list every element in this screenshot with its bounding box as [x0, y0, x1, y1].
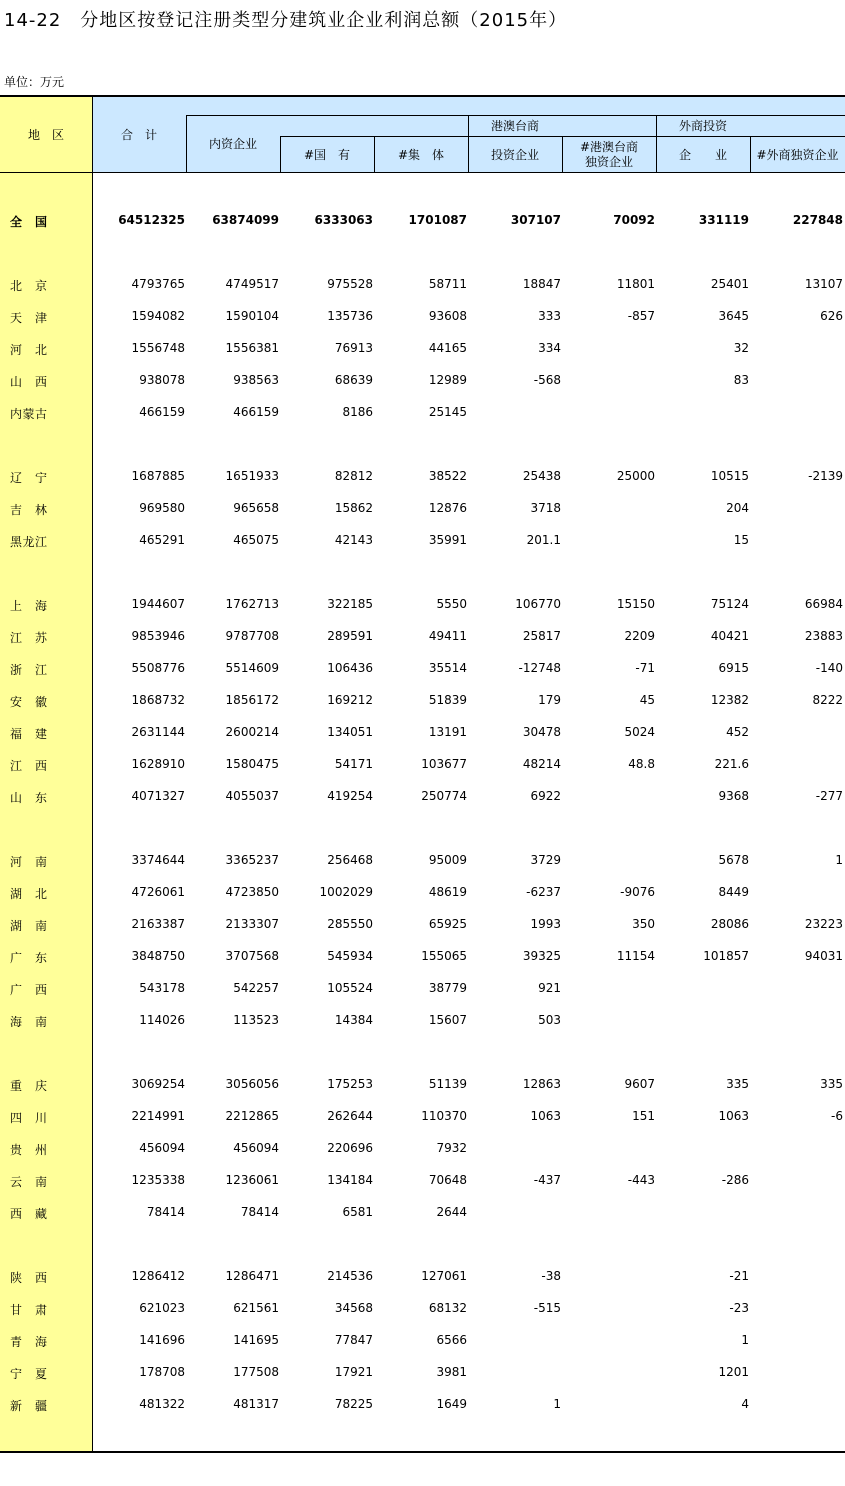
table-cell: 70648 [428, 1173, 467, 1187]
table-top-rule [0, 95, 845, 97]
table-cell: 481322 [139, 1397, 185, 1411]
header-collective: #集 体 [397, 148, 445, 162]
region-name: 湖 南 [10, 919, 48, 933]
table-cell: 1 [741, 1333, 749, 1347]
table-cell: 48.8 [628, 757, 655, 771]
table-cell: 77847 [334, 1333, 373, 1347]
region-name: 海 南 [10, 1015, 48, 1029]
region-name: 西 藏 [10, 1207, 48, 1221]
table-cell: 177508 [233, 1365, 279, 1379]
table-cell: 1868732 [131, 693, 185, 707]
table-cell: -9076 [620, 885, 655, 899]
region-name: 四 川 [10, 1111, 48, 1125]
table-cell: 134051 [327, 725, 373, 739]
table-row [0, 1069, 845, 1101]
table-row [0, 973, 845, 1005]
header-hmt-sole [562, 140, 656, 170]
region-name: 江 苏 [10, 631, 48, 645]
table-row [0, 333, 845, 365]
table-cell: 13191 [428, 725, 467, 739]
table-cell: 621023 [139, 1301, 185, 1315]
header-domestic: 内资企业 [208, 137, 257, 151]
table-row [0, 877, 845, 909]
table-cell: 1 [835, 853, 843, 867]
table-cell: 542257 [233, 981, 279, 995]
table-cell: 9853946 [131, 629, 185, 643]
table-cell: 30478 [522, 725, 561, 739]
region-name: 内蒙古 [10, 407, 48, 421]
table-cell: 938078 [139, 373, 185, 387]
table-cell: 39325 [522, 949, 561, 963]
table-cell: 49411 [428, 629, 467, 643]
table-row [0, 621, 845, 653]
table-cell: -857 [627, 309, 655, 323]
table-cell: -140 [815, 661, 843, 675]
table-cell: 48214 [522, 757, 561, 771]
table-cell: 5024 [624, 725, 655, 739]
table-cell: 938563 [233, 373, 279, 387]
table-cell: -38 [541, 1269, 561, 1283]
table-cell: 285550 [327, 917, 373, 931]
table-cell: 10515 [710, 469, 749, 483]
table-cell: 64512325 [118, 213, 185, 227]
table-cell: 1649 [436, 1397, 467, 1411]
table-cell: 1651933 [225, 469, 279, 483]
table-cell: 141696 [139, 1333, 185, 1347]
table-cell: 3056056 [225, 1077, 279, 1091]
table-cell: 333 [538, 309, 561, 323]
table-cell: 921 [538, 981, 561, 995]
table-row [0, 1101, 845, 1133]
table-cell: 2163387 [131, 917, 185, 931]
table-cell: 127061 [421, 1269, 467, 1283]
table-cell: 3981 [436, 1365, 467, 1379]
table-cell: 1580475 [225, 757, 279, 771]
table-cell: 1701087 [408, 213, 467, 227]
table-cell: 75124 [710, 597, 749, 611]
table-cell: -443 [627, 1173, 655, 1187]
table-cell: 178708 [139, 1365, 185, 1379]
table-cell: 1002029 [319, 885, 373, 899]
table-row [0, 461, 845, 493]
table-cell: 1856172 [225, 693, 279, 707]
table-cell: 4723850 [225, 885, 279, 899]
region-name: 全 国 [10, 215, 48, 229]
table-cell: 456094 [233, 1141, 279, 1155]
table-cell: 106770 [515, 597, 561, 611]
table-cell: 3718 [530, 501, 561, 515]
region-name: 贵 州 [10, 1143, 48, 1157]
table-cell: 45 [639, 693, 655, 707]
table-cell: 51139 [428, 1077, 467, 1091]
region-name: 浙 江 [10, 663, 48, 677]
table-cell: 221.6 [714, 757, 749, 771]
region-name: 青 海 [10, 1335, 48, 1349]
table-cell: 2214991 [131, 1109, 185, 1123]
table-cell: 2631144 [131, 725, 185, 739]
table-cell: 1556748 [131, 341, 185, 355]
table-cell: 262644 [327, 1109, 373, 1123]
table-cell: 78414 [146, 1205, 185, 1219]
table-cell: 9607 [624, 1077, 655, 1091]
table-cell: 113523 [233, 1013, 279, 1027]
table-cell: 2644 [436, 1205, 467, 1219]
table-cell: -437 [533, 1173, 561, 1187]
table-cell: 12989 [428, 373, 467, 387]
table-cell: 151 [632, 1109, 655, 1123]
table-cell: 25817 [522, 629, 561, 643]
region-name: 山 东 [10, 791, 48, 805]
table-cell: 6566 [436, 1333, 467, 1347]
region-name: 甘 肃 [10, 1303, 48, 1317]
table-cell: 1590104 [225, 309, 279, 323]
table-cell: 135736 [327, 309, 373, 323]
table-row [0, 941, 845, 973]
table-cell: -12748 [518, 661, 561, 675]
region-name: 安 徽 [10, 695, 48, 709]
table-cell: 8449 [718, 885, 749, 899]
table-cell: 8222 [812, 693, 843, 707]
table-row [0, 1165, 845, 1197]
table-cell: 83 [733, 373, 749, 387]
table-cell: 105524 [327, 981, 373, 995]
table-cell: 4071327 [131, 789, 185, 803]
table-cell: -6 [831, 1109, 843, 1123]
table-cell: 2133307 [225, 917, 279, 931]
table-cell: 4749517 [225, 277, 279, 291]
region-name: 河 北 [10, 343, 48, 357]
table-cell: 1286471 [225, 1269, 279, 1283]
table-cell: 7932 [436, 1141, 467, 1155]
table-cell: 1201 [718, 1365, 749, 1379]
table-row [0, 525, 845, 557]
table-cell: 70092 [613, 213, 655, 227]
region-name: 江 西 [10, 759, 48, 773]
table-cell: 1556381 [225, 341, 279, 355]
region-name: 福 建 [10, 727, 48, 741]
table-cell: 227848 [792, 213, 843, 227]
table-row [0, 1197, 845, 1229]
table-cell: 1235338 [131, 1173, 185, 1187]
table-cell: 2212865 [225, 1109, 279, 1123]
header-hmt-sole-line1: #港澳台商 [579, 140, 639, 154]
table-row [0, 493, 845, 525]
table-cell: 1063 [530, 1109, 561, 1123]
region-name: 云 南 [10, 1175, 48, 1189]
table-cell: 250774 [421, 789, 467, 803]
table-cell: 335 [820, 1077, 843, 1091]
table-cell: 6922 [530, 789, 561, 803]
table-cell: 975528 [327, 277, 373, 291]
table-cell: 6333063 [314, 213, 373, 227]
table-cell: 23883 [804, 629, 843, 643]
table-cell: 134184 [327, 1173, 373, 1187]
table-cell: -277 [815, 789, 843, 803]
table-cell: -568 [533, 373, 561, 387]
table-cell: 11154 [616, 949, 655, 963]
table-cell: 220696 [327, 1141, 373, 1155]
table-bottom-rule [0, 1451, 845, 1453]
header-bottom-rule [0, 172, 845, 173]
table-cell: 1944607 [131, 597, 185, 611]
table-row [0, 653, 845, 685]
table-cell: 114026 [139, 1013, 185, 1027]
region-name: 天 津 [10, 311, 48, 325]
table-cell: 17921 [334, 1365, 373, 1379]
table-cell: 289591 [327, 629, 373, 643]
table-cell: -515 [533, 1301, 561, 1315]
table-cell: 25145 [428, 405, 467, 419]
table-cell: 331119 [698, 213, 749, 227]
table-cell: 322185 [327, 597, 373, 611]
table-cell: 42143 [334, 533, 373, 547]
table-cell: 12876 [428, 501, 467, 515]
table-cell: 40421 [710, 629, 749, 643]
table-cell: 169212 [327, 693, 373, 707]
table-cell: 214536 [327, 1269, 373, 1283]
region-name: 重 庆 [10, 1079, 48, 1093]
table-cell: 621561 [233, 1301, 279, 1315]
table-row [0, 909, 845, 941]
table-cell: 8186 [342, 405, 373, 419]
table-cell: 110370 [421, 1109, 467, 1123]
table-cell: 3848750 [131, 949, 185, 963]
table-cell: 34568 [334, 1301, 373, 1315]
table-cell: 15607 [428, 1013, 467, 1027]
table-cell: 95009 [428, 853, 467, 867]
table-cell: -21 [729, 1269, 749, 1283]
table-cell: 5550 [436, 597, 467, 611]
table-cell: 15 [733, 533, 749, 547]
table-row [0, 845, 845, 877]
table-row [0, 717, 845, 749]
table-cell: 1628910 [131, 757, 185, 771]
table-cell: 4 [741, 1397, 749, 1411]
table-cell: 503 [538, 1013, 561, 1027]
table-cell: 28086 [710, 917, 749, 931]
table-cell: 66984 [804, 597, 843, 611]
table-cell: 965658 [233, 501, 279, 515]
table-cell: 58711 [428, 277, 467, 291]
table-cell: 38522 [428, 469, 467, 483]
table-cell: 179 [538, 693, 561, 707]
table-cell: -2139 [808, 469, 843, 483]
region-name: 吉 林 [10, 503, 48, 517]
table-row [0, 1133, 845, 1165]
table-cell: 4726061 [131, 885, 185, 899]
table-cell: 5678 [718, 853, 749, 867]
region-name: 辽 宁 [10, 471, 48, 485]
table-cell: 5508776 [131, 661, 185, 675]
table-cell: 334 [538, 341, 561, 355]
table-cell: 44165 [428, 341, 467, 355]
table-cell: 65925 [428, 917, 467, 931]
table-cell: 543178 [139, 981, 185, 995]
table-cell: 6915 [718, 661, 749, 675]
table-cell: 456094 [139, 1141, 185, 1155]
table-cell: 3365237 [225, 853, 279, 867]
table-cell: 68132 [428, 1301, 467, 1315]
region-name: 宁 夏 [10, 1367, 48, 1381]
table-cell: 78225 [334, 1397, 373, 1411]
table-row [0, 749, 845, 781]
table-cell: 1687885 [131, 469, 185, 483]
table-cell: 48619 [428, 885, 467, 899]
table-cell: 335 [726, 1077, 749, 1091]
region-name: 黑龙江 [10, 535, 48, 549]
header-region: 地 区 [27, 128, 64, 142]
table-cell: 101857 [703, 949, 749, 963]
table-row [0, 1325, 845, 1357]
region-name: 陕 西 [10, 1271, 48, 1285]
table-cell: 626 [820, 309, 843, 323]
region-name: 山 西 [10, 375, 48, 389]
header-foreign: 外商投资 [678, 119, 727, 133]
table-cell: 481317 [233, 1397, 279, 1411]
table-cell: 969580 [139, 501, 185, 515]
table-cell: 23223 [804, 917, 843, 931]
table-cell: 1063 [718, 1109, 749, 1123]
table-cell: 3069254 [131, 1077, 185, 1091]
table-cell: -71 [635, 661, 655, 675]
region-name: 上 海 [10, 599, 48, 613]
table-cell: 93608 [428, 309, 467, 323]
table-cell: 1594082 [131, 309, 185, 323]
header-foreign-enterprise: 企 业 [678, 148, 727, 162]
table-row [0, 205, 845, 237]
table-cell: 6581 [342, 1205, 373, 1219]
table-cell: 350 [632, 917, 655, 931]
table-cell: 256468 [327, 853, 373, 867]
table-cell: 14384 [334, 1013, 373, 1027]
table-cell: 76913 [334, 341, 373, 355]
table-row [0, 301, 845, 333]
table-row [0, 781, 845, 813]
header-subgroup-rule [280, 136, 845, 137]
unit-label: 单位：万元 [4, 75, 65, 89]
table-cell: 106436 [327, 661, 373, 675]
region-name: 新 疆 [10, 1399, 48, 1413]
table-cell: 94031 [804, 949, 843, 963]
header-state-owned: #国 有 [303, 148, 351, 162]
table-row [0, 269, 845, 301]
header-group-rule [186, 115, 845, 116]
table-cell: 545934 [327, 949, 373, 963]
table-cell: 35514 [428, 661, 467, 675]
table-cell: 419254 [327, 789, 373, 803]
region-name: 湖 北 [10, 887, 48, 901]
table-cell: 1286412 [131, 1269, 185, 1283]
header-hmt: 港澳台商 [490, 119, 539, 133]
table-cell: 1762713 [225, 597, 279, 611]
header-total: 合 计 [120, 128, 157, 142]
table-cell: 78414 [240, 1205, 279, 1219]
table-cell: 32 [733, 341, 749, 355]
header-foreign-sole: #外商独资企业 [756, 148, 839, 162]
table-cell: 68639 [334, 373, 373, 387]
table-cell: 3645 [718, 309, 749, 323]
table-cell: 103677 [421, 757, 467, 771]
table-cell: 12382 [710, 693, 749, 707]
table-row [0, 1389, 845, 1421]
header-hmt-invest: 投资企业 [490, 148, 539, 162]
table-cell: 12863 [522, 1077, 561, 1091]
region-name: 河 南 [10, 855, 48, 869]
table-cell: 38779 [428, 981, 467, 995]
table-cell: 204 [726, 501, 749, 515]
table-cell: 9787708 [225, 629, 279, 643]
header-hmt-sole-line2: 独资企业 [584, 155, 633, 169]
table-cell: 54171 [334, 757, 373, 771]
table-cell: 175253 [327, 1077, 373, 1091]
table-cell: 2209 [624, 629, 655, 643]
table-cell: 9368 [718, 789, 749, 803]
table-cell: -286 [721, 1173, 749, 1187]
table-cell: 35991 [428, 533, 467, 547]
table-cell: 465075 [233, 533, 279, 547]
table-row [0, 1357, 845, 1389]
table-cell: 2600214 [225, 725, 279, 739]
table-row [0, 589, 845, 621]
table-row [0, 1293, 845, 1325]
table-cell: 155065 [421, 949, 467, 963]
table-cell: 141695 [233, 1333, 279, 1347]
table-cell: 18847 [522, 277, 561, 291]
table-cell: 4793765 [131, 277, 185, 291]
table-cell: 4055037 [225, 789, 279, 803]
region-name: 广 西 [10, 983, 48, 997]
table-cell: 63874099 [212, 213, 279, 227]
table-cell: 466159 [139, 405, 185, 419]
table-cell: 51839 [428, 693, 467, 707]
table-cell: 5514609 [225, 661, 279, 675]
region-name: 广 东 [10, 951, 48, 965]
table-cell: -23 [729, 1301, 749, 1315]
table-cell: 11801 [616, 277, 655, 291]
page-title: 14-22 分地区按登记注册类型分建筑业企业利润总额（2015年） [4, 10, 568, 31]
table-cell: 466159 [233, 405, 279, 419]
table-cell: 3374644 [131, 853, 185, 867]
table-row [0, 685, 845, 717]
table-row [0, 397, 845, 429]
region-name: 北 京 [10, 279, 48, 293]
table-cell: 25000 [616, 469, 655, 483]
table-cell: 15862 [334, 501, 373, 515]
table-row [0, 365, 845, 397]
table-cell: 3729 [530, 853, 561, 867]
table-row [0, 1005, 845, 1037]
table-cell: 1 [553, 1397, 561, 1411]
table-cell: 307107 [510, 213, 561, 227]
table-cell: 13107 [804, 277, 843, 291]
table-cell: 1236061 [225, 1173, 279, 1187]
table-cell: 15150 [616, 597, 655, 611]
table-row [0, 1261, 845, 1293]
table-cell: 25438 [522, 469, 561, 483]
table-cell: 82812 [334, 469, 373, 483]
table-cell: 3707568 [225, 949, 279, 963]
table-cell: 25401 [710, 277, 749, 291]
table-cell: 465291 [139, 533, 185, 547]
table-cell: 201.1 [526, 533, 561, 547]
table-cell: 1993 [530, 917, 561, 931]
table-cell: 452 [726, 725, 749, 739]
table-cell: -6237 [526, 885, 561, 899]
